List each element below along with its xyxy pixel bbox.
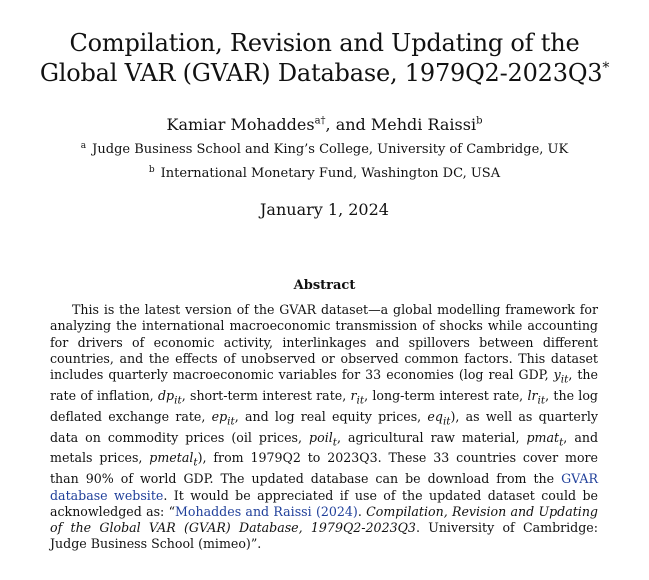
abstract-run-5: , the log deflated exchange rate, xyxy=(50,388,598,424)
var-pmetal: pmetal xyxy=(149,450,194,466)
author-list xyxy=(0,115,649,135)
abstract-run-9: , and metals prices, xyxy=(50,429,599,466)
author-1-marks[interactable]: a† xyxy=(314,115,326,127)
citation-title: Compilation, Revision and Updating of the Global VAR (GVAR) Database, 1979Q2-2023Q3 xyxy=(50,503,598,536)
author-2-name: Mehdi Raissi xyxy=(370,115,477,134)
title-line-2 xyxy=(20,58,629,88)
abstract-run-2: , the rate of inflation, xyxy=(50,367,598,403)
paper-date: January 1, 2024 xyxy=(260,200,389,219)
gvar-database-website-link[interactable]: GVAR database website xyxy=(50,471,598,503)
affiliation-a-mark: a xyxy=(80,140,87,151)
title-line-1: Compilation, Revision and Updating of the xyxy=(69,29,580,57)
var-poil: poil xyxy=(309,429,333,445)
var-y: y xyxy=(553,367,561,383)
sub-it-2: it xyxy=(174,394,182,407)
affiliation-b xyxy=(0,166,649,182)
affiliation-a-text: Judge Business School and King’s College, University of Cambridge, UK xyxy=(92,142,569,157)
abstract-heading: Abstract xyxy=(293,278,356,293)
title-footnote-mark[interactable]: * xyxy=(602,60,610,76)
citation-link[interactable]: Mohaddes and Raissi (2024) xyxy=(175,503,358,519)
abstract-run-3: , short-term interest rate, xyxy=(181,388,351,403)
sub-it-6: it xyxy=(442,415,451,428)
abstract-run-11: . It would be appreciated if use of the updated dataset could be acknowledged as: “ xyxy=(50,487,598,519)
sub-t-2: t xyxy=(559,436,564,449)
author-2-marks[interactable]: b xyxy=(476,115,483,127)
abstract-run-7: ), as well as quarterly data on commodity prices (oil prices, xyxy=(50,408,598,445)
abstract-run-6: , and log real equity prices, xyxy=(234,408,428,424)
author-separator: , and xyxy=(325,115,371,134)
var-dp: dp xyxy=(157,388,175,403)
sub-it-4: it xyxy=(537,394,546,407)
var-eq: eq xyxy=(427,408,443,424)
sub-it-1: it xyxy=(560,373,569,386)
abstract-run-10: ), from 1979Q2 to 2023Q3. These 33 countries cover more than 90% of world GDP. The updated database can be download from the xyxy=(50,450,599,487)
abstract-run-13: . University of Cambridge: Judge Business School (mimeo)”. xyxy=(50,520,598,552)
abstract-text xyxy=(50,302,598,553)
abstract-run-4: , long-term interest rate, xyxy=(364,388,528,403)
var-r: r xyxy=(350,388,357,403)
sub-it-3: it xyxy=(356,394,365,407)
affiliation-b-text: International Monetary Fund, Washington DC, USA xyxy=(160,166,501,181)
paper-title xyxy=(20,28,629,88)
title-line-2-text: Global VAR (GVAR) Database, 1979Q2-2023Q3 xyxy=(39,59,603,87)
sub-t-1: t xyxy=(332,436,337,449)
var-pmat: pmat xyxy=(526,429,560,445)
var-lr: lr xyxy=(527,388,538,403)
sub-t-3: t xyxy=(193,456,198,469)
var-ep: ep xyxy=(211,408,228,424)
author-1-name: Kamiar Mohaddes xyxy=(166,115,315,134)
abstract-run-12: . xyxy=(357,503,367,519)
affiliation-b-mark: b xyxy=(148,164,155,175)
abstract-run-1: This is the latest version of the GVAR dataset—a global modelling framework for analyzing the international macroeconomic transmission of shocks while accounting for drivers of economic activity, interlinkages and spillovers between different countries, and the effects of unobserved or observed common factors. This dataset includes quarterly macroeconomic variables for 33 economies (log real GDP, xyxy=(50,302,598,383)
abstract-run-8: , agricultural raw material, xyxy=(336,429,527,445)
affiliation-a xyxy=(0,142,649,158)
sub-it-5: it xyxy=(227,415,235,428)
